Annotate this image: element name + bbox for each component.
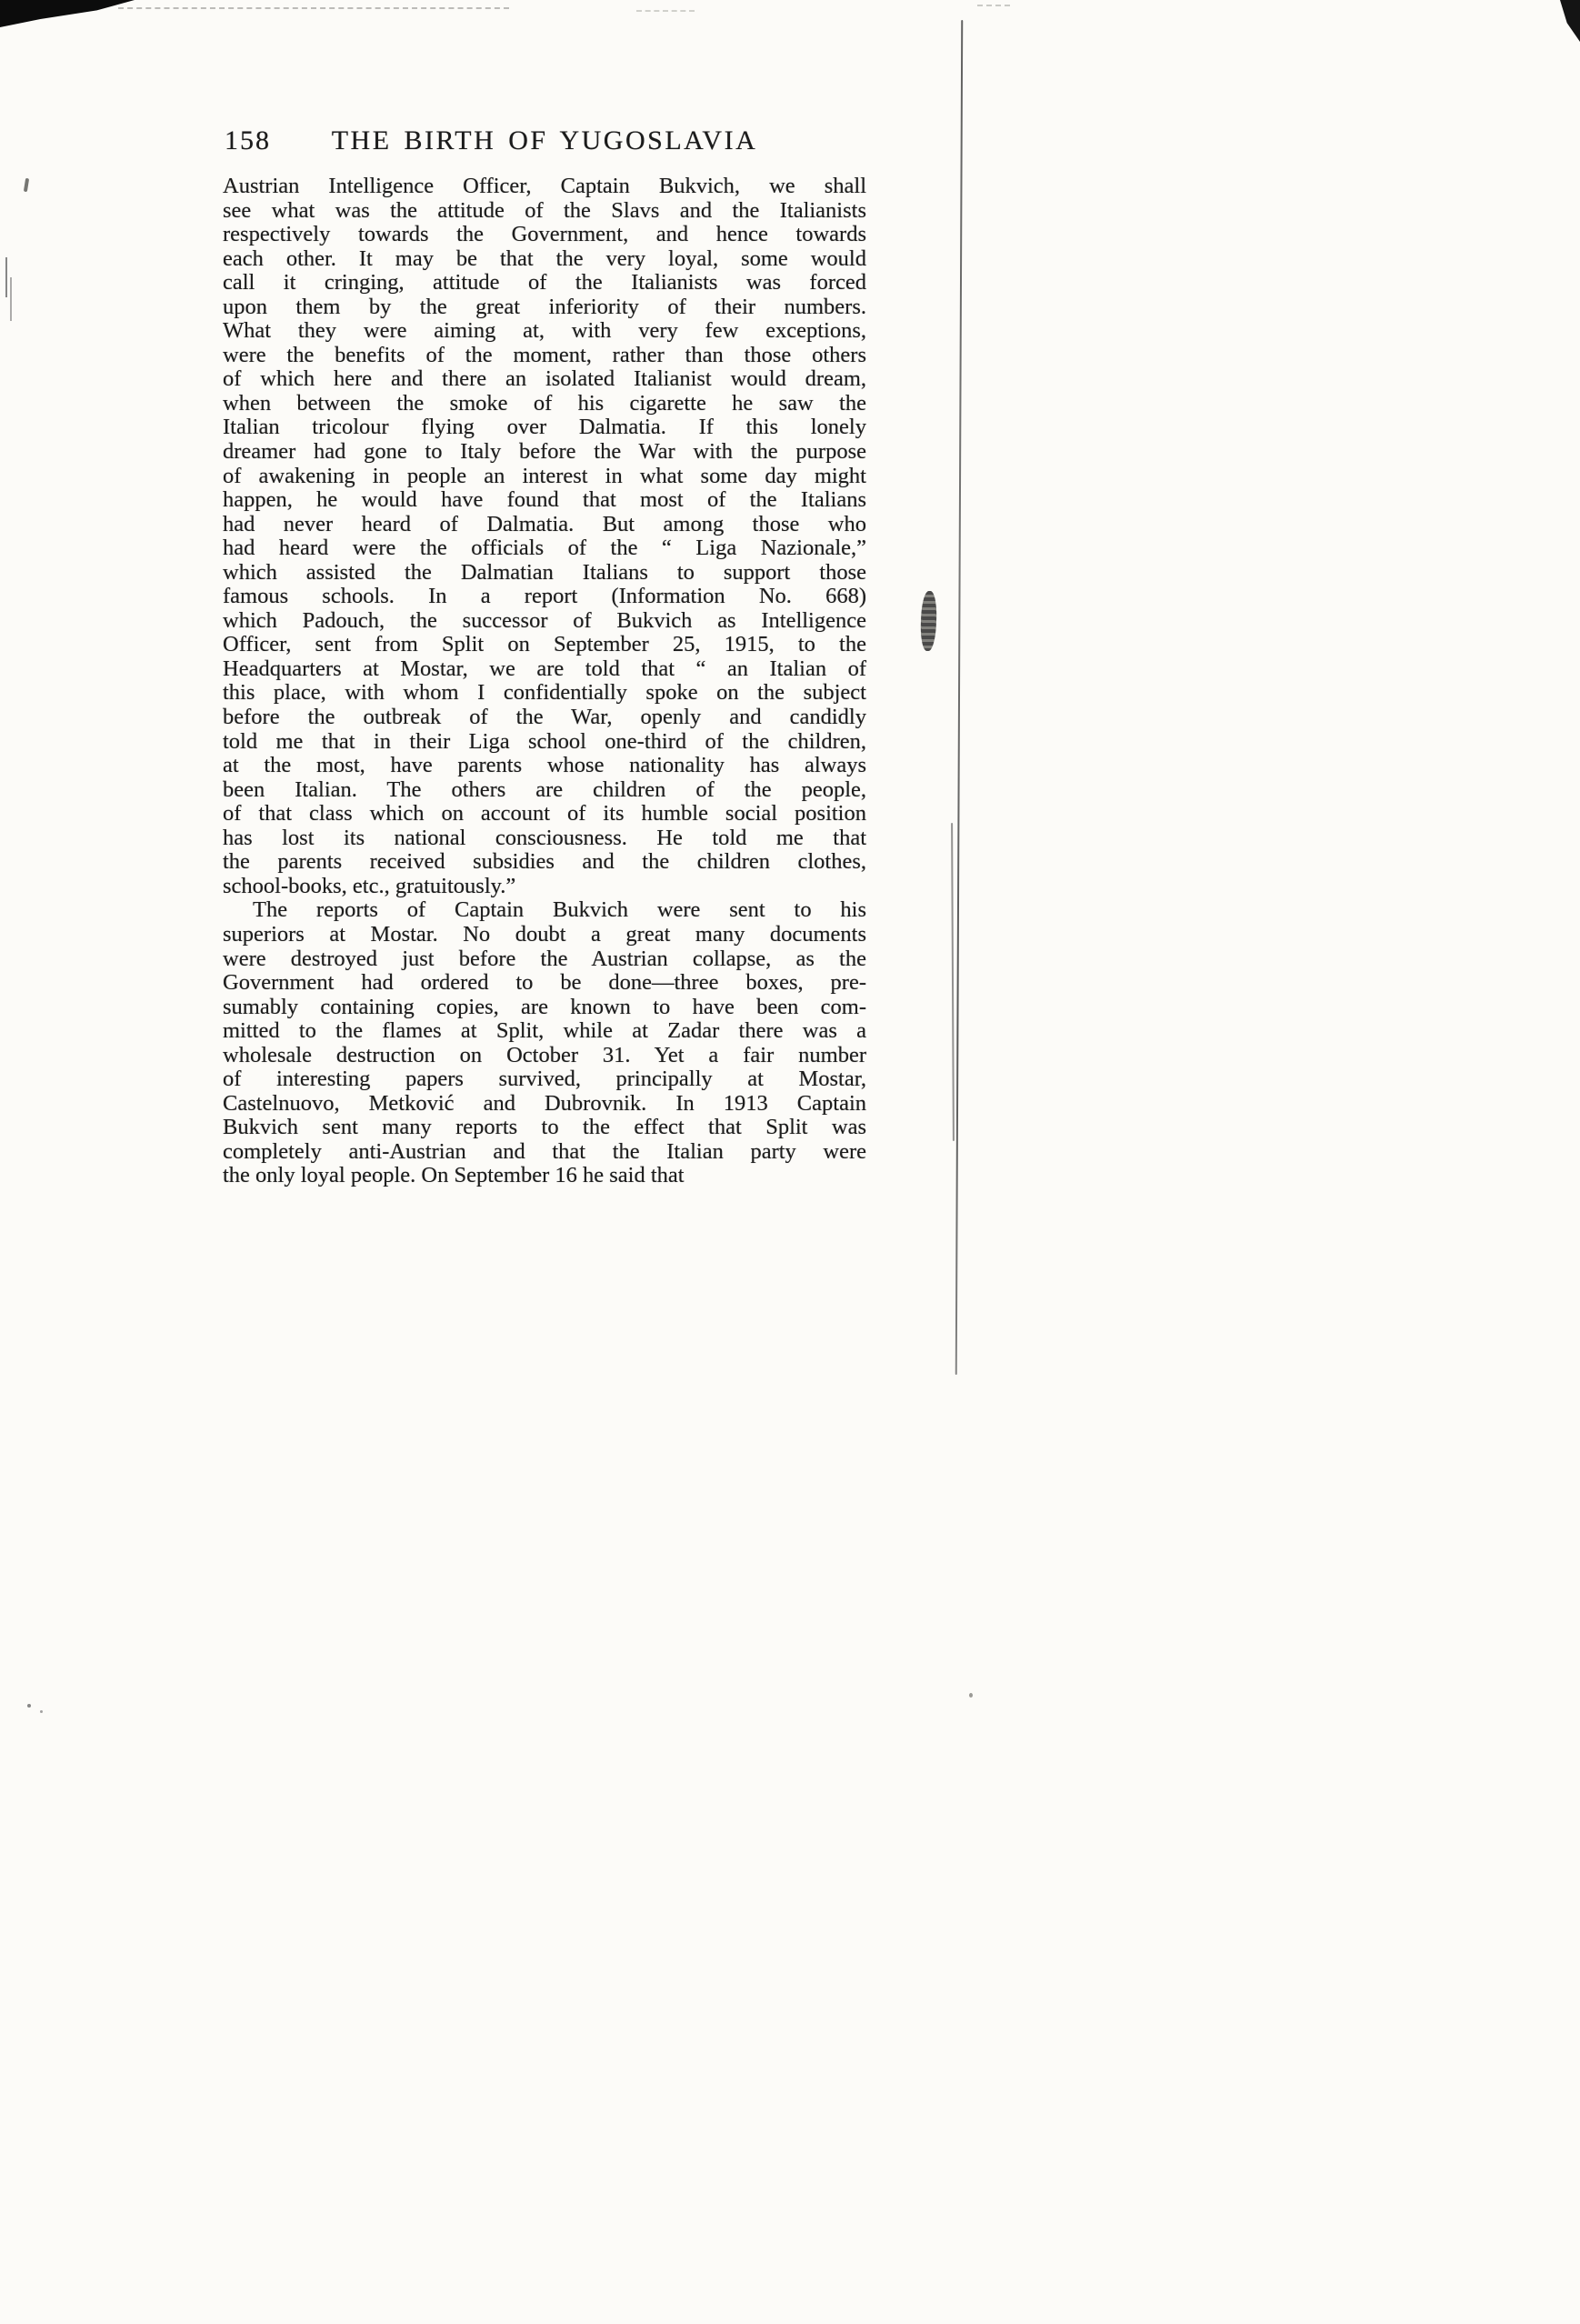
text-line: the parents received subsidies and the children clothes,	[223, 849, 866, 875]
text-line: of which here and there an isolated Italianist would dream,	[223, 366, 866, 392]
scan-artifact-dashed-line	[977, 5, 1010, 6]
text-line: wholesale destruction on October 31. Yet a fair number	[223, 1042, 866, 1067]
text-line: Austrian Intelligence Officer, Captain Bukvich, we shall	[223, 174, 866, 198]
text-line: Headquarters at Mostar, we are told that “ an Italian of	[223, 656, 866, 681]
text-line: happen, he would have found that most of the Italians	[223, 487, 866, 513]
text-line: this place, with whom I confidentially spoke on the subject	[223, 680, 866, 706]
scan-artifact-ink-smudge	[920, 591, 937, 652]
text-line: of that class which on account of its humble social position	[223, 801, 866, 826]
text-line: see what was the attitude of the Slavs and the Italianists	[223, 197, 866, 223]
text-line: the only loyal people. On September 16 he said that	[223, 1163, 685, 1188]
text-line: of awakening in people an interest in what some day might	[223, 463, 866, 488]
text-line: when between the smoke of his cigarette he saw the	[223, 390, 866, 416]
text-line: Castelnuovo, Metković and Dubrovnik. In 1913 Captain	[223, 1090, 866, 1116]
scan-artifact-dashed-line	[118, 7, 509, 9]
text-line: dreamer had gone to Italy before the War with the purpose	[223, 439, 866, 465]
scan-artifact-corner-top-left	[0, 0, 135, 27]
text-line: has lost its national consciousness. He told me that	[223, 825, 866, 850]
scan-artifact-left-edge-mark	[24, 178, 29, 192]
scan-artifact-speck	[969, 1693, 973, 1698]
scan-artifact-page-edge-line	[955, 20, 964, 1375]
text-line: sumably containing copies, are known to have been com-	[223, 994, 866, 1019]
running-head	[223, 125, 866, 158]
text-line: Italian tricolour flying over Dalmatia. If this lonely	[223, 415, 866, 440]
text-line: school-books, etc., gratuitously.”	[223, 873, 516, 898]
text-line: at the most, have parents whose nationality has always	[223, 753, 866, 778]
paragraph	[223, 175, 866, 898]
text-line: which assisted the Dalmatian Italians to support those	[223, 559, 866, 585]
text-line: upon them by the great inferiority of their numbers.	[223, 294, 866, 319]
text-line: of interesting papers survived, principally at Mostar,	[223, 1067, 866, 1092]
text-line: famous schools. In a report (Information No. 668)	[223, 584, 866, 609]
scan-artifact-left-edge-mark	[5, 257, 7, 297]
scan-artifact-speck	[27, 1704, 31, 1708]
scan-artifact-left-edge-mark	[10, 277, 12, 321]
scan-artifact-dashed-line	[636, 10, 695, 12]
text-line: completely anti-Austrian and that the Italian party were	[223, 1138, 866, 1164]
text-line: before the outbreak of the War, openly and candidly	[223, 705, 866, 730]
text-line: What they were aiming at, with very few exceptions,	[223, 318, 866, 344]
text-line: Officer, sent from Split on September 25, 1915, to the	[223, 632, 866, 657]
text-line: superiors at Mostar. No doubt a great many documents	[223, 921, 866, 947]
text-line: call it cringing, attitude of the Italianists was forced	[223, 270, 866, 296]
text-line: told me that in their Liga school one-third of the children,	[223, 728, 866, 754]
text-line: which Padouch, the successor of Bukvich as Intelligence	[223, 607, 866, 633]
scan-artifact-speck	[40, 1710, 43, 1713]
paragraph	[223, 898, 866, 1188]
text-line: had heard were the officials of the “ Liga Nazionale,”	[223, 536, 866, 561]
scan-artifact-corner-top-right	[1560, 0, 1580, 42]
text-line: were the benefits of the moment, rather than those others	[223, 342, 866, 367]
text-line: Bukvich sent many reports to the effect that Split was	[223, 1115, 866, 1140]
text-line: respectively towards the Government, and hence towards	[223, 222, 866, 247]
text-line: Government had ordered to be done—three boxes, pre-	[223, 970, 866, 996]
text-line: each other. It may be that the very loyal, some would	[223, 245, 866, 271]
text-line: were destroyed just before the Austrian collapse, as the	[223, 946, 866, 971]
text-line: mitted to the flames at Split, while at Zadar there was a	[223, 1018, 866, 1044]
book-title: THE BIRTH OF YUGOSLAVIA	[331, 125, 758, 155]
scan-artifact-page-edge-line	[951, 823, 955, 1141]
text-line: been Italian. The others are children of the people,	[223, 776, 866, 802]
page-body	[223, 175, 866, 1188]
page-number: 158	[225, 125, 271, 155]
text-line: had never heard of Dalmatia. But among those who	[223, 511, 866, 536]
text-line: The reports of Captain Bukvich were sent to his	[253, 897, 866, 923]
